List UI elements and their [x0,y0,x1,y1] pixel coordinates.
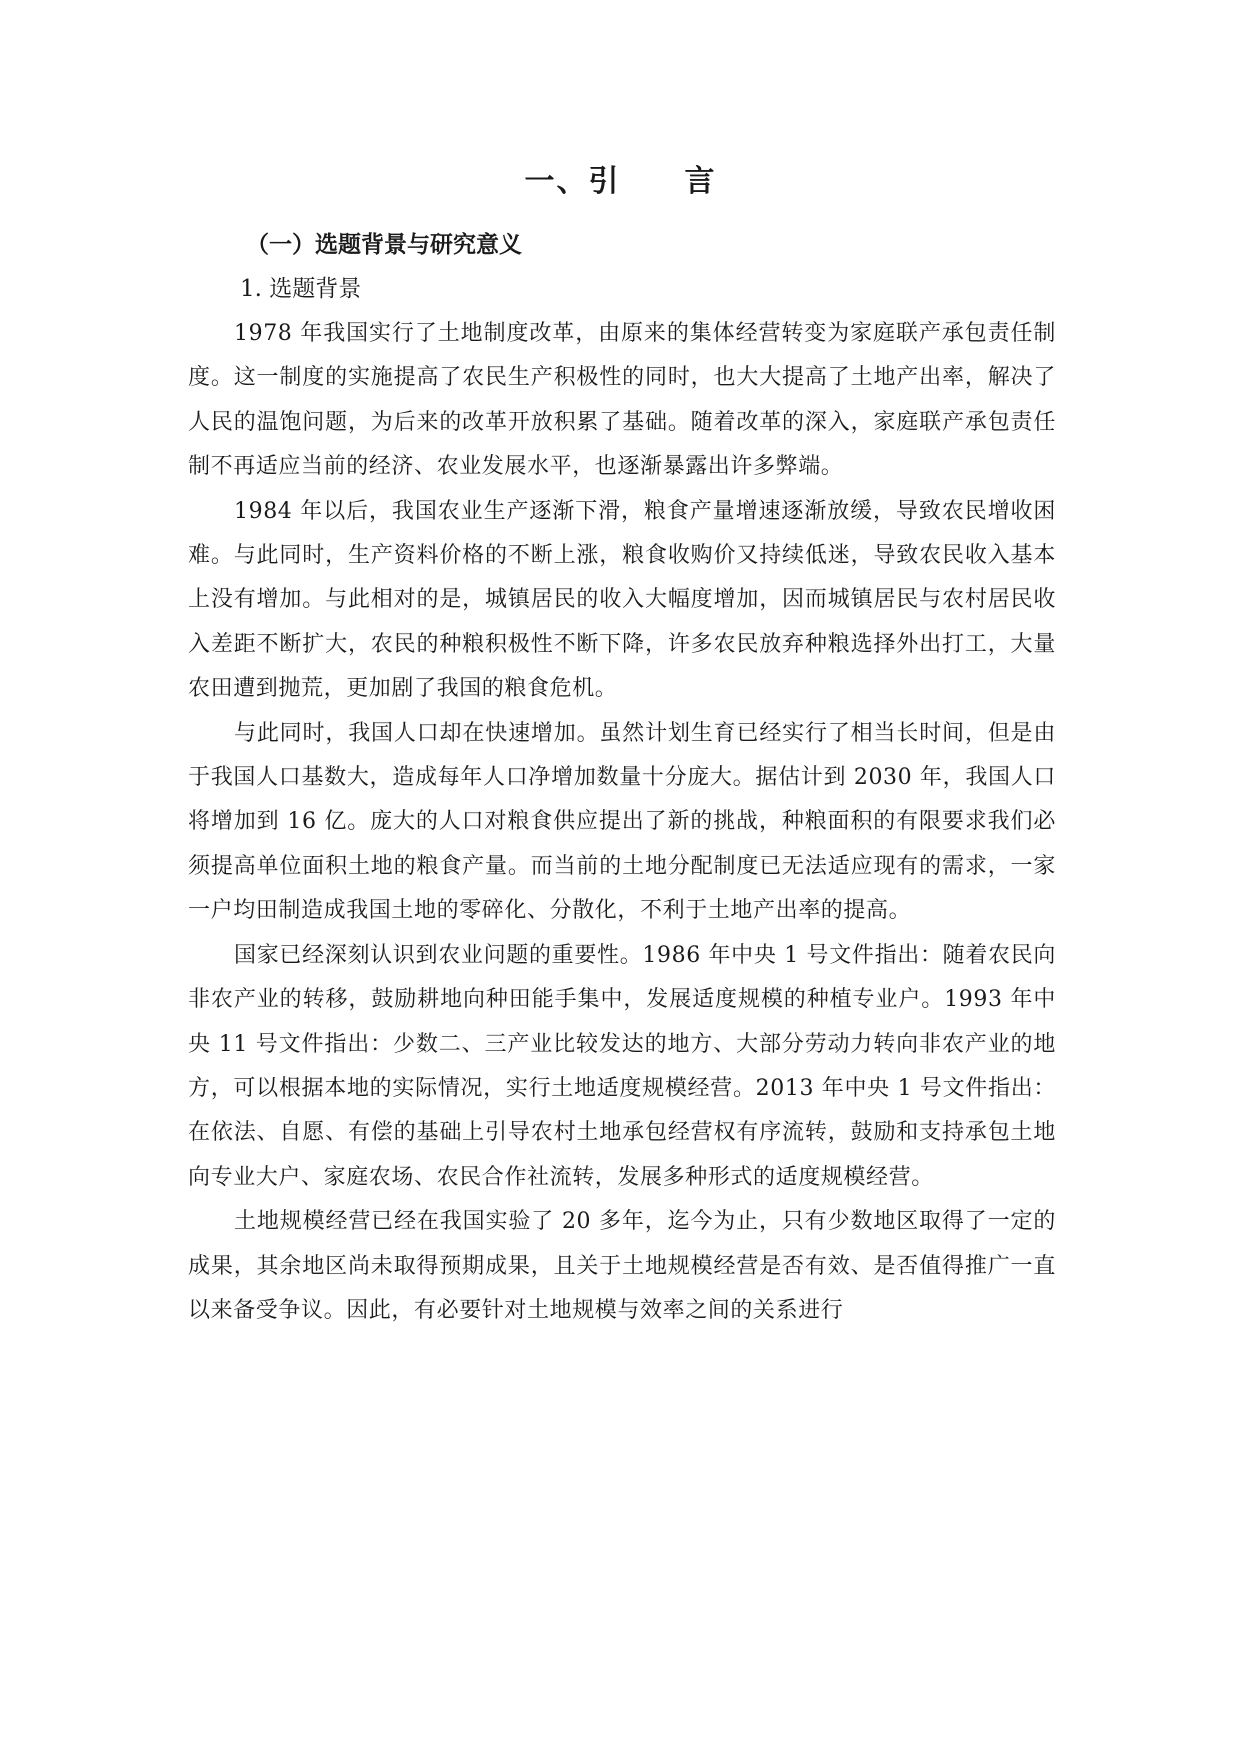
sub-title: 1. 选题背景 [240,276,362,302]
paragraph: 与此同时，我国人口却在快速增加。虽然计划生育已经实行了相当长时间，但是由于我国人口基数大，造成每年人口净增加数量十分庞大。据估计到 2030 年，我国人口将增加到 16 亿。庞大的人口对粮食供应提出了新的挑战，种粮面积的有限要求我们必须提高单位面积土地的粮食产量。而当前的土地分配制度已无法适应现有的需求，一家一户均田制造成我国土地的零碎化、分散化，不利于土地产出率的提高。 [188,720,1056,924]
chapter-title: 一、引 言 [524,164,717,199]
paragraph: 国家已经深刻认识到农业问题的重要性。1986 年中央 1 号文件指出：随着农民向非农产业的转移，鼓励耕地向种田能手集中，发展适度规模的种植专业户。1993 年中央 11 号文件指出：少数二、三产业比较发达的地方、大部分劳动力转向非农产业的地方，可以根据本地的实际情况，实行土地适度规模经营。2013 年中央 1 号文件指出：在依法、自愿、有偿的基础上引导农村土地承包经营权有序流转，鼓励和支持承包土地向专业大户、家庭农场、农民合作社流转，发展多种形式的适度规模经营。 [188,942,1056,1190]
paragraph: 1984 年以后，我国农业生产逐渐下滑，粮食产量增速逐渐放缓，导致农民增收困难。与此同时，生产资料价格的不断上涨，粮食收购价又持续低迷，导致农民收入基本上没有增加。与此相对的是，城镇居民的收入大幅度增加，因而城镇居民与农村居民收入差距不断扩大，农民的种粮积极性不断下降，许多农民放弃种粮选择外出打工，大量农田遭到抛荒，更加剧了我国的粮食危机。 [188,498,1056,702]
body-text [188,312,1056,1333]
paragraph: 土地规模经营已经在我国实验了 20 多年，迄今为止，只有少数地区取得了一定的成果，其余地区尚未取得预期成果，且关于土地规模经营是否有效、是否值得推广一直以来备受争议。因此，有必要针对土地规模与效率之间的关系进行 [188,1209,1056,1323]
section-title: （一）选题背景与研究意义 [246,231,522,258]
paragraph: 1978 年我国实行了土地制度改革，由原来的集体经营转变为家庭联产承包责任制度。这一制度的实施提高了农民生产积极性的同时，也大大提高了土地产出率，解决了人民的温饱问题，为后来的改革开放积累了基础。随着改革的深入，家庭联产承包责任制不再适应当前的经济、农业发展水平，也逐渐暴露出许多弊端。 [188,321,1056,480]
